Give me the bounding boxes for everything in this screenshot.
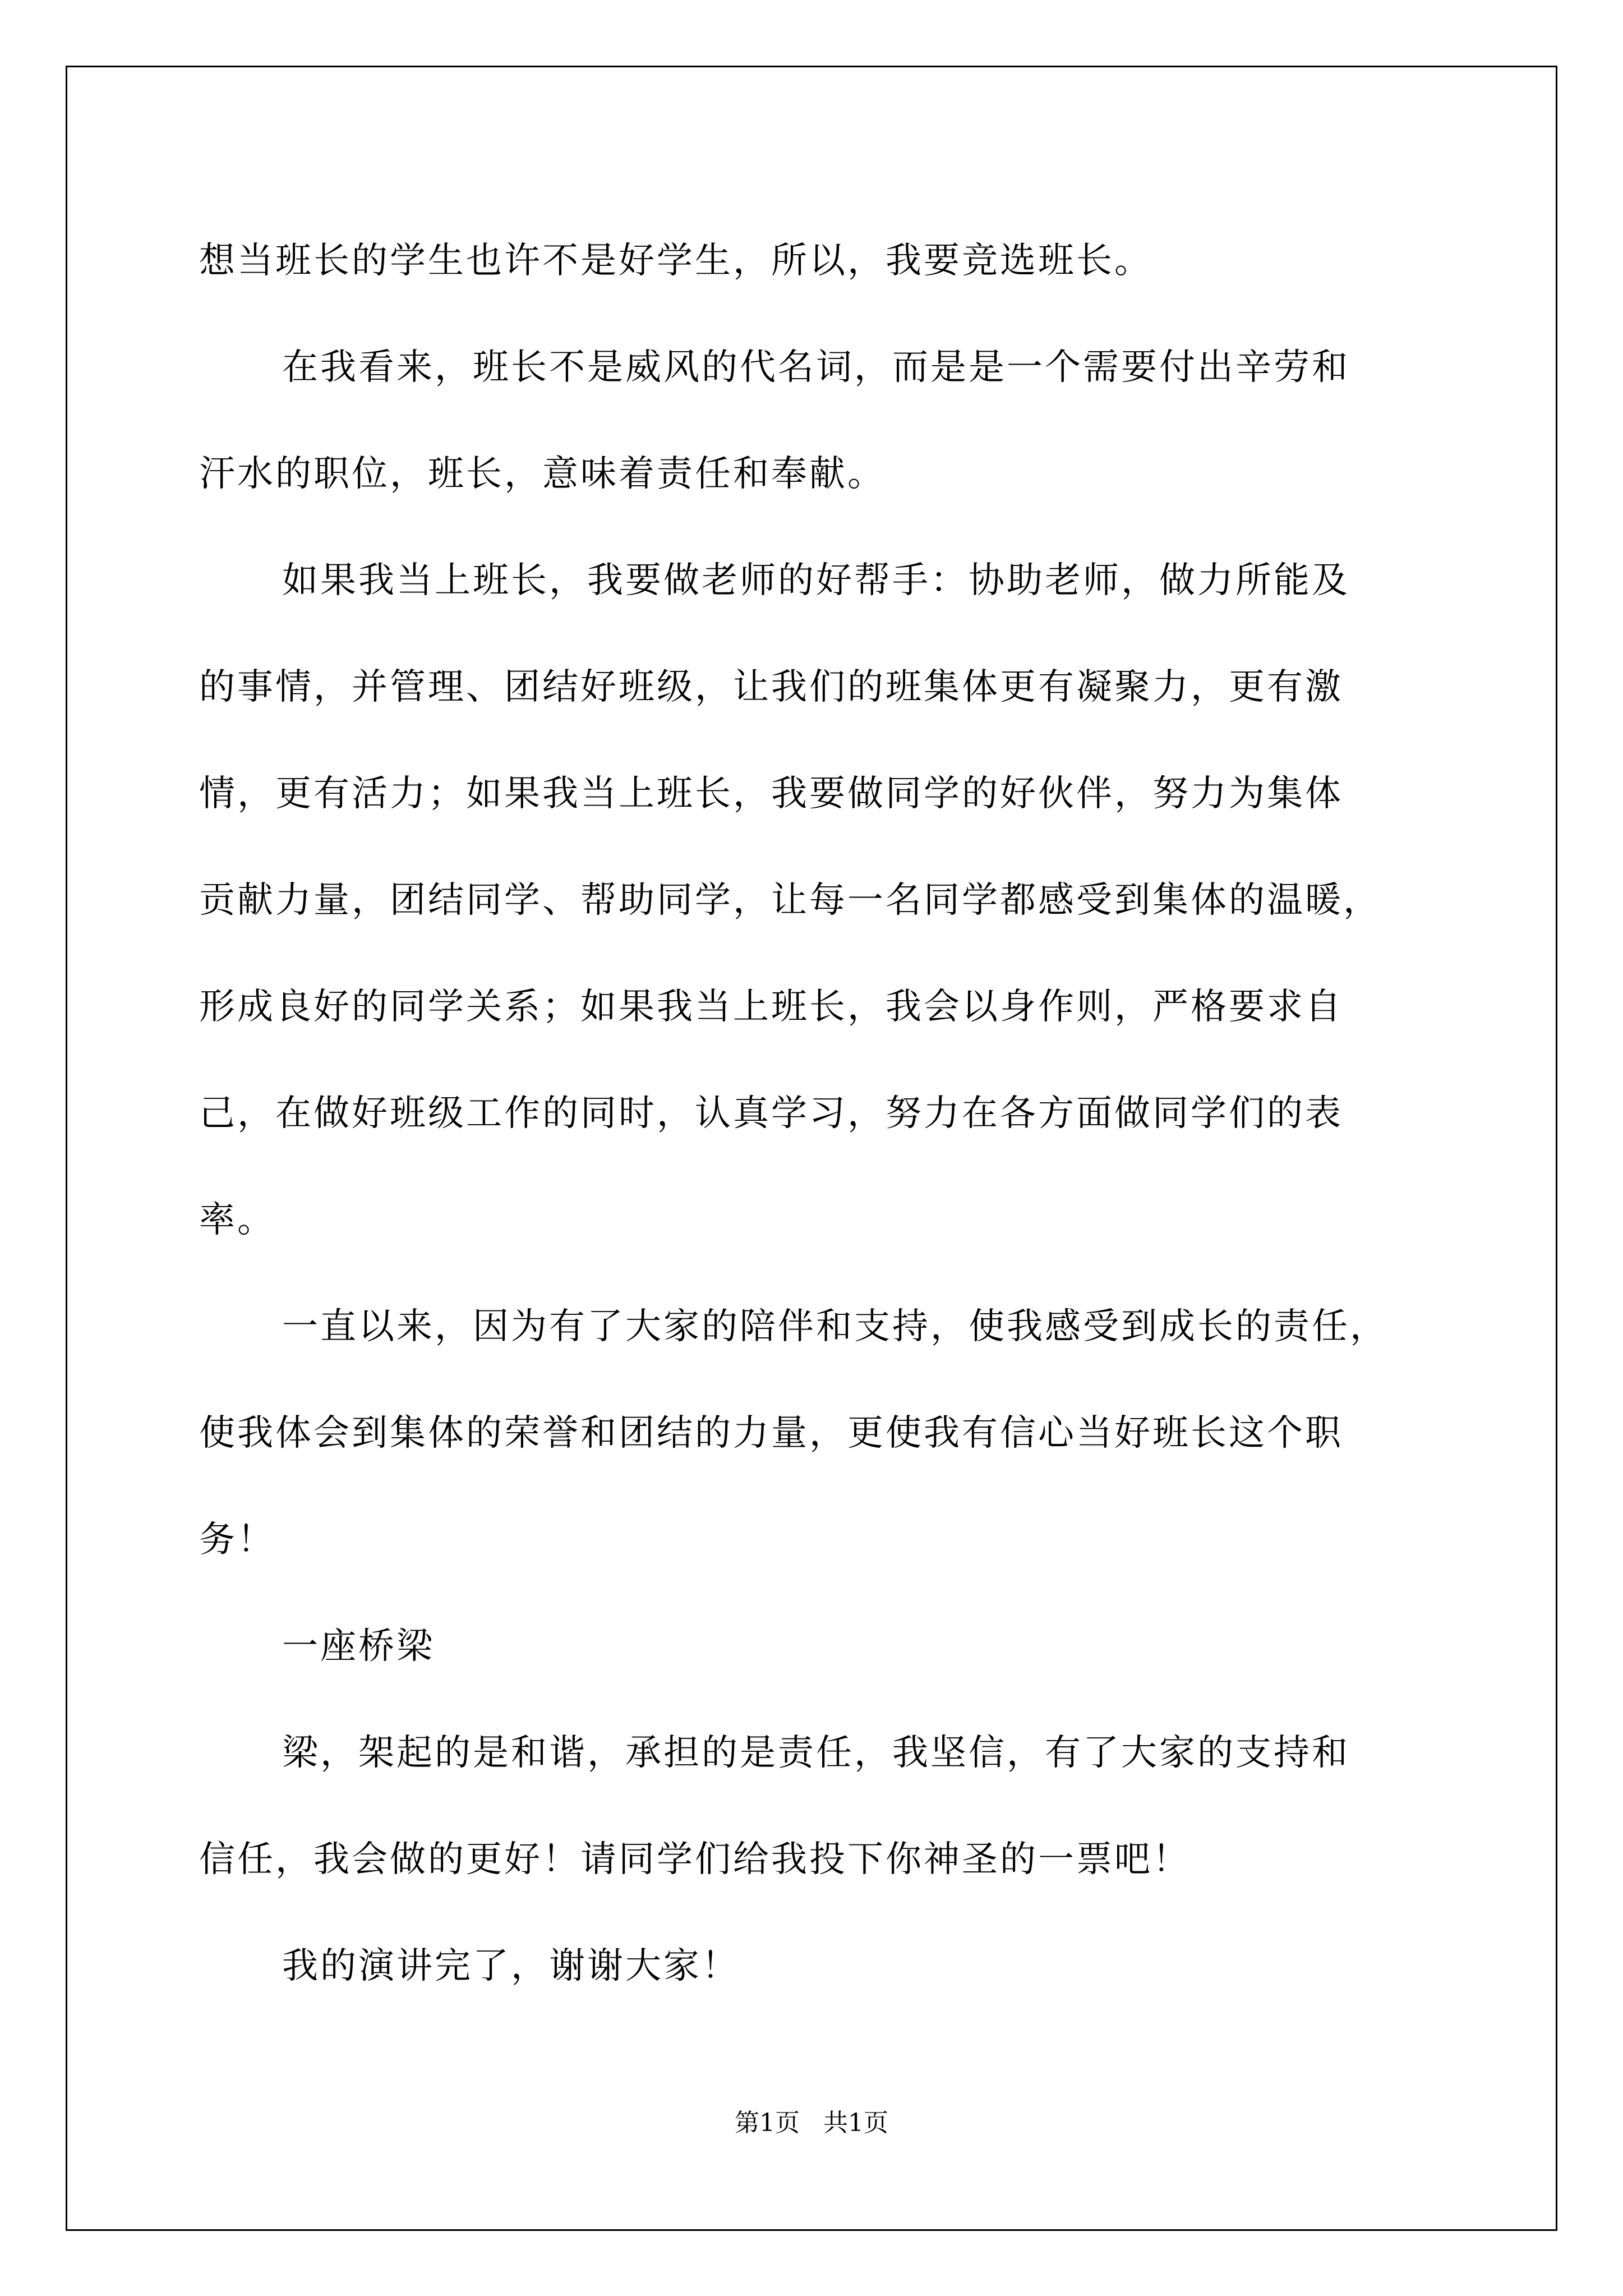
paragraph-line: 使我体会到集体的荣誉和团结的力量，更使我有信心当好班长这个职: [199, 1412, 1343, 1454]
paragraph-line: 如果我当上班长，我要做老师的好帮手：协助老师，做力所能及: [282, 560, 1350, 601]
paragraph-line: 一直以来，因为有了大家的陪伴和支持，使我感受到成长的责任，: [282, 1306, 1388, 1347]
page-number-footer: 第1页 共1页: [735, 2109, 888, 2137]
paragraph-line: 率。: [199, 1199, 275, 1241]
paragraph-line: 梁，架起的是和谐，承担的是责任，我坚信，有了大家的支持和: [282, 1732, 1350, 1774]
paragraph-line: 的事情，并管理、团结好班级，让我们的班集体更有凝聚力，更有激: [199, 666, 1343, 708]
paragraph-line: 在我看来，班长不是威风的代名词，而是是一个需要付出辛劳和: [282, 347, 1350, 388]
paragraph-line: 情，更有活力；如果我当上班长，我要做同学的好伙伴，努力为集体: [199, 773, 1343, 815]
paragraph-line: 我的演讲完了，谢谢大家！: [282, 1945, 740, 1987]
paragraph-line: 务！: [199, 1519, 275, 1561]
paragraph-line: 汗水的职位，班长，意味着责任和奉献。: [199, 453, 886, 495]
section-heading: 一座桥梁: [282, 1626, 435, 1667]
document-body: [199, 208, 1438, 2019]
paragraph-line: 己，在做好班级工作的同时，认真学习，努力在各方面做同学们的表: [199, 1093, 1343, 1134]
paragraph-line: 形成良好的同学关系；如果我当上班长，我会以身作则，严格要求自: [199, 986, 1343, 1028]
paragraph-line: 想当班长的学生也许不是好学生，所以，我要竞选班长。: [199, 240, 1152, 282]
paragraph-line: 信任，我会做的更好！请同学们给我投下你神圣的一票吧！: [199, 1839, 1191, 1880]
paragraph-line: 贡献力量，团结同学、帮助同学，让每一名同学都感受到集体的温暖，: [199, 880, 1381, 921]
